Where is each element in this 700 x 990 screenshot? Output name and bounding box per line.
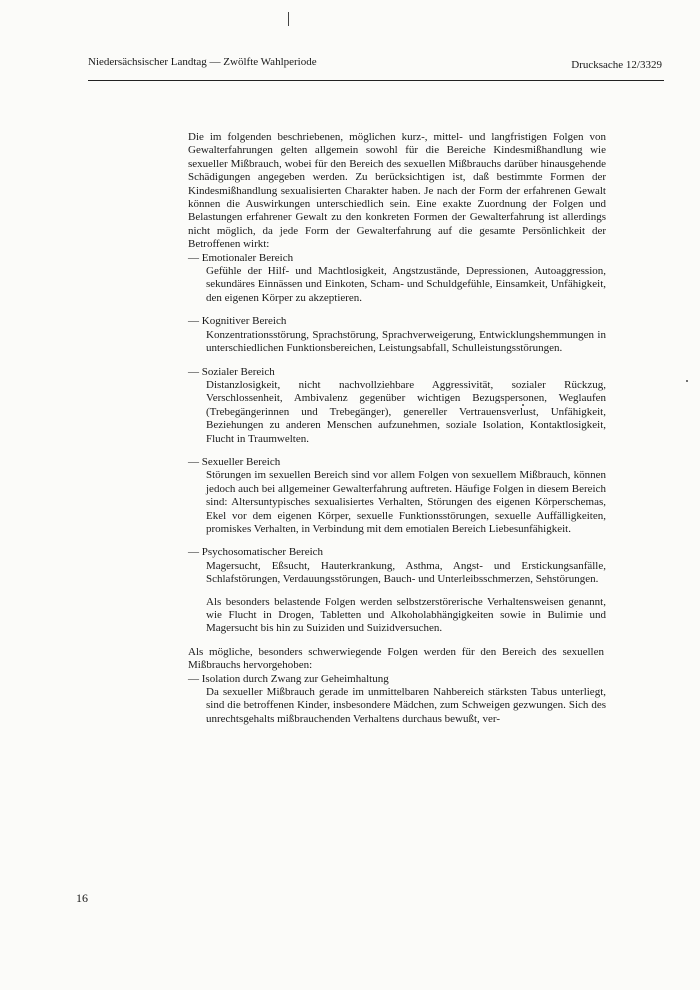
section-heading: — Emotionaler Bereich: [188, 251, 294, 264]
section-body: Konzentrationsstörung, Sprachstörung, Sprachverweigerung, Entwicklungshemmungen in unterschiedlichen Funktionsbereichen, Leistungsabfall, Schulleistungsstörungen.: [206, 328, 606, 355]
page-header: [88, 56, 662, 74]
section-heading: — Sexueller Bereich: [188, 455, 281, 468]
outro-paragraph: Als mögliche, besonders schwerwiegende Folgen werden für den Bereich des sexuellen Mißbrauchs hervorgehoben:: [188, 645, 604, 672]
section-body: Distanzlosigkeit, nicht nachvollziehbare Aggressivität, sozialer Rückzug, Verschlossenheit, Ambivalenz gegenüber wichtigen Bezugspersonen, Weglaufen (Trebegängerinnen und Trebegänger), genereller Vertrauensverlust, Unfähigkeit, Beziehungen zu anderen Menschen aufzunehmen, soziale Isolation, Kontaktlosigkeit, Flucht in Traumwelten.: [206, 378, 606, 445]
section-psychosomatic: [188, 546, 606, 635]
section-body: Gefühle der Hilf- und Machtlosigkeit, Angstzustände, Depressionen, Autoaggression, sekundäres Einnässen und Einkoten, Scham- und Schuldgefühle, Einsamkeit, Unfähigkeit, den eigenen Körper zu akzeptieren.: [206, 265, 606, 304]
section-body: Da sexueller Mißbrauch gerade im unmittelbaren Nahbereich stärksten Tabus unterliegt, sind die betroffenen Kinder, insbesondere Mädchen, zum Schweigen gezwungen. Sich des unrechtsgehalts mißbrauchenden Verhaltens durchaus bewußt, ver-: [206, 686, 606, 725]
section-heading: — Isolation durch Zwang zur Geheimhaltung: [188, 672, 389, 685]
section-sexual: [188, 456, 606, 536]
section-body: Magersucht, Eßsucht, Hauterkrankung, Asthma, Angst- und Erstickungsanfälle, Schlafstörungen, Verdauungsstörungen, Bauch- und Unterleibsschmerzen, Sehstörungen.: [206, 559, 606, 586]
section-isolation: [188, 673, 606, 727]
page-body: [188, 131, 606, 736]
section-heading: — Psychosomatischer Bereich: [188, 546, 324, 559]
scan-speck: [522, 404, 524, 406]
page-number: 16: [76, 891, 88, 905]
scan-speck: [288, 12, 289, 26]
section-heading: — Sozialer Bereich: [188, 365, 275, 378]
section-cognitive: [188, 315, 606, 355]
section-body-continued: Als besonders belastende Folgen werden selbstzerstörerische Verhaltensweisen genannt, wie Flucht in Drogen, Tabletten und Alkoholabhängigkeiten sowie in Bulimie und Magersucht bis hin zu Suiziden und Suizidversuchen.: [206, 595, 606, 635]
section-body: Störungen im sexuellen Bereich sind vor allem Folgen von sexuellem Mißbrauch, können jedoch auch bei allgemeiner Gewalterfahrung auftreten. Häufige Folgen in diesem Bereich sind: Altersuntypisches sexualisiertes Verhalten, Störungen des eigenen Körperschemas, Ekel vor dem eigenen Körper, sexuelle Funktionsstörungen, sexuelle Auffälligkeiten, promiskes Verhalten, in Verbindung mit dem emotialen Bereich Liebesunfähigkeit.: [206, 469, 606, 535]
section-social: [188, 366, 606, 446]
document-number: Drucksache 12/3329: [571, 59, 662, 71]
scan-speck: [686, 380, 688, 382]
intro-paragraph: Die im folgenden beschriebenen, möglichen kurz-, mittel- und langfristigen Folgen von Gewalterfahrungen gelten allgemein sowohl für die Bereiche Kindesmißhandlung wie sexueller Mißbrauch, wobei für den Bereich des sexuellen Mißbrauchs darüber hinausgehende Schädigungen angegeben werden. Zu berücksichtigen ist, daß bestimmte Formen der Kindesmißhandlung sexualisierten Charakter haben. Je nach der Form der erfahrenen Gewalt können die Auswirkungen unterschiedlich sein. Eine exakte Zuordnung der Folgen und Belastungen erfahrener Gewalt zu den konkreten Formen der Gewalterfahrung ist allerdings nicht möglich, da jede Form der Gewalterfahrung auf die gesamte Persönlichkeit der Betroffenen wirkt:: [188, 131, 606, 251]
section-heading: — Kognitiver Bereich: [188, 315, 287, 328]
header-title: Niedersächsischer Landtag — Zwölfte Wahlperiode: [88, 56, 317, 68]
header-rule: [88, 80, 664, 81]
section-emotional: [188, 252, 606, 306]
